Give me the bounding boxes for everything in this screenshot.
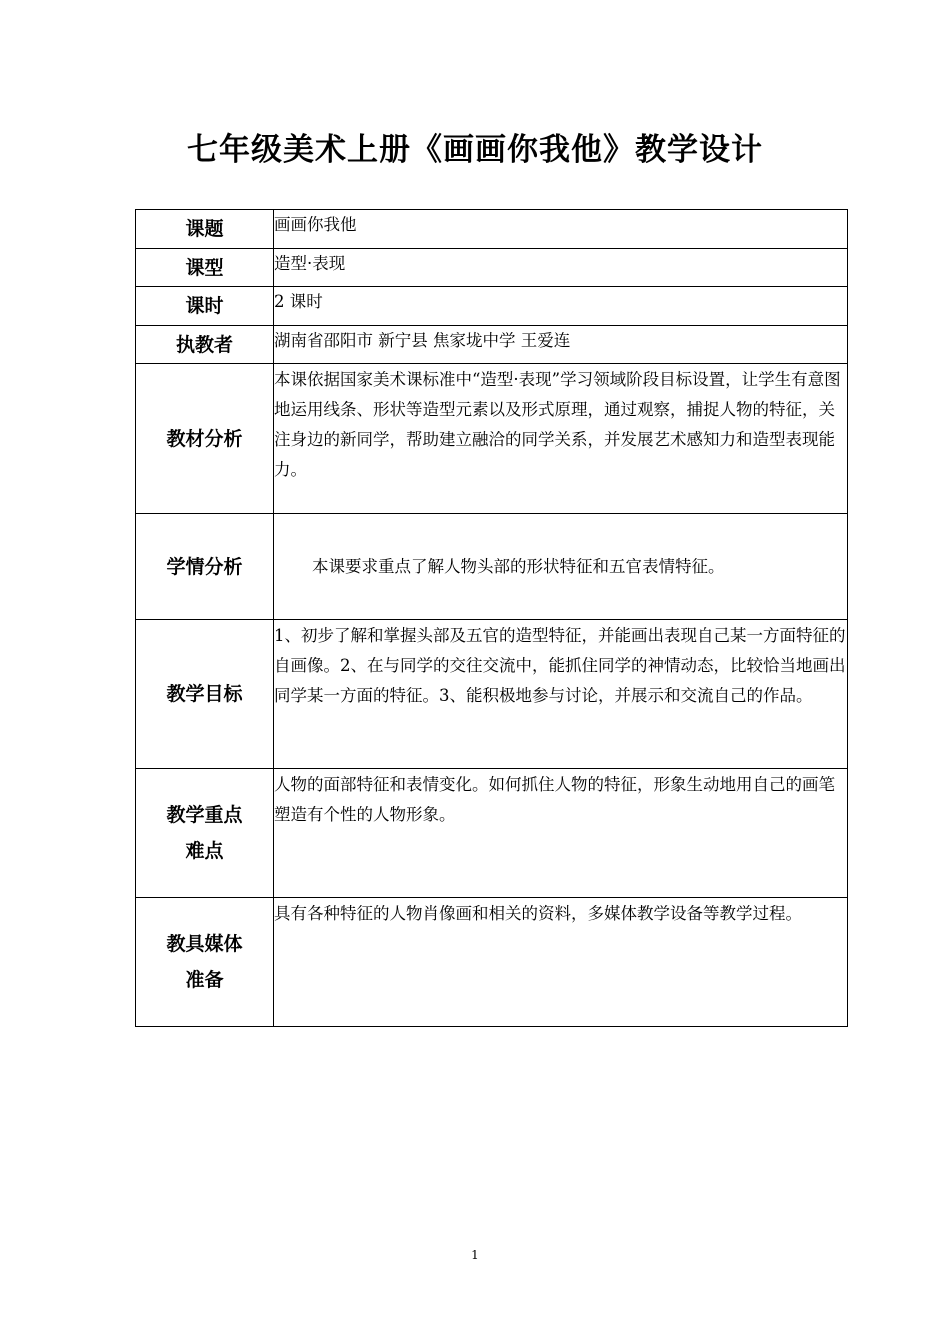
- page-number: 1: [471, 1248, 479, 1262]
- row-value: 1、初步了解和掌握头部及五官的造型特征，并能画出表现自己某一方面特征的自画像。2、在与同学的交往交流中，能抓住同学的神情动态，比较恰当地画出同学某一方面的特征。3、能积极地参与讨论，并展示和交流自己的作品。: [274, 620, 848, 769]
- row-label: 课型: [136, 249, 274, 287]
- row-label: 执教者: [136, 326, 274, 364]
- row-value: 2 课时: [274, 287, 848, 326]
- row-label: 课时: [136, 287, 274, 326]
- row-label-line2: 难点: [185, 840, 224, 862]
- row-label: 教学目标: [136, 620, 274, 769]
- row-value: 本课依据国家美术课标准中“造型·表现”学习领域阶段目标设置，让学生有意图地运用线条、形状等造型元素以及形式原理，通过观察，捕捉人物的特征，关注身边的新同学，帮助建立融洽的同学关系，并发展艺术感知力和造型表现能力。: [274, 364, 848, 514]
- table-row-key-points: [136, 769, 848, 898]
- row-value: 人物的面部特征和表情变化。如何抓住人物的特征，形象生动地用自己的画笔塑造有个性的人物形象。: [274, 769, 848, 898]
- table-row-topic: [136, 210, 848, 249]
- row-label: 课题: [136, 210, 274, 249]
- row-value: 画画你我他: [274, 210, 848, 249]
- table-row-media-preparation: [136, 898, 848, 1027]
- row-label-line2: 准备: [185, 969, 224, 991]
- row-value: 湖南省邵阳市 新宁县 焦家垅中学 王爱连: [274, 326, 848, 364]
- table-row-class-hours: [136, 287, 848, 326]
- table-row-material-analysis: [136, 364, 848, 514]
- row-label: 学情分析: [136, 514, 274, 620]
- table-row-student-analysis: [136, 514, 848, 620]
- table-row-teaching-goals: [136, 620, 848, 769]
- row-label-multiline: [136, 769, 274, 898]
- document-title: 七年级美术上册《画画你我他》教学设计: [187, 132, 763, 168]
- row-value: 具有各种特征的人物肖像画和相关的资料，多媒体教学设备等教学过程。: [274, 898, 848, 1027]
- row-label-line1: 教学重点: [166, 804, 243, 826]
- row-label-multiline: [136, 898, 274, 1027]
- table-row-lesson-type: [136, 249, 848, 287]
- row-label-line1: 教具媒体: [166, 933, 243, 955]
- row-label: 教材分析: [136, 364, 274, 514]
- row-value: 造型·表现: [274, 249, 848, 287]
- row-value: 本课要求重点了解人物头部的形状特征和五官表情特征。: [274, 514, 848, 620]
- lesson-plan-table: [135, 209, 848, 1027]
- table-row-teacher: [136, 326, 848, 364]
